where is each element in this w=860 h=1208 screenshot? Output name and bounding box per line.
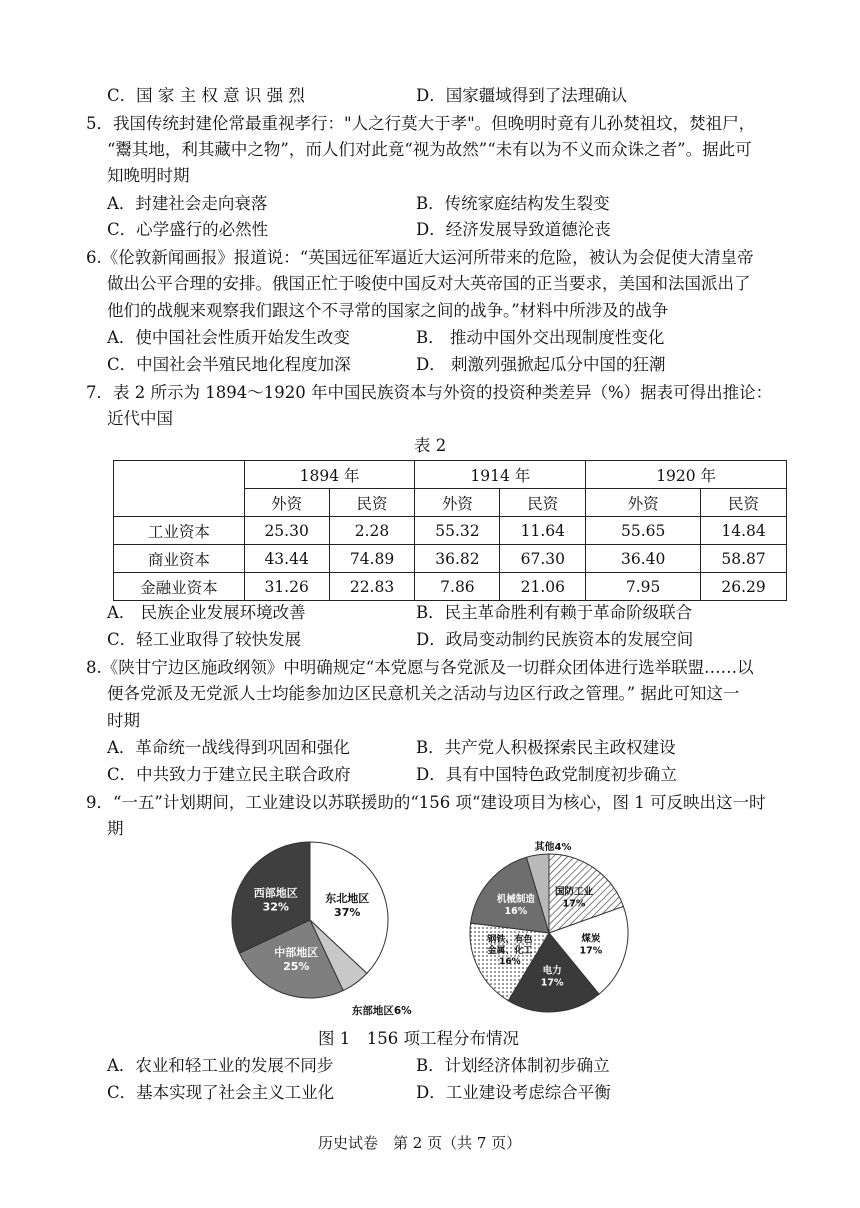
slice-percent: 东部地区6% — [351, 1005, 412, 1017]
q5-option-b: B．传统家庭结构发生裂变 — [416, 194, 610, 213]
sub-header: 外资 — [244, 489, 329, 517]
sub-header: 民资 — [500, 489, 586, 517]
year-1914: 1914 年 — [415, 461, 586, 489]
q5-stem-line1: 5．我国传统封建伦常最重视孝行："人之行莫大于孝"。但晚明时竟有儿孙焚祖坟，焚祖尸， — [86, 114, 756, 133]
q7-option-b: B．民主革命胜利有赖于革命阶级联合 — [416, 603, 693, 622]
slice-name: 中部地区 — [274, 946, 319, 960]
figure-caption: 图 1 156 项工程分布情况 — [318, 1029, 519, 1048]
q8-stem-line2: 便各党派及无党派人士均能参加边区民意机关之活动与边区行政之管理。” 据此可知这一 — [107, 684, 740, 703]
investment-table — [113, 460, 787, 601]
q5-stem-line2: “鬻其地，利其藏中之物”，而人们对此竟“视为故然”“未有以为不义而众诛之者”。据此可 — [107, 140, 752, 159]
q5-option-c: C．心学盛行的必然性 — [107, 220, 269, 239]
figure-156-projects — [225, 838, 645, 1030]
table-cell: 31.26 — [244, 573, 329, 601]
table-cell: 43.44 — [244, 545, 329, 573]
q8-option-b: B．共产党人积极探索民主政权建设 — [416, 738, 676, 757]
sub-header: 外资 — [586, 489, 701, 517]
row-label: 工业资本 — [114, 517, 245, 545]
q9-stem-line1: 9．“一五”计划期间，工业建设以苏联援助的“156 项“建设项目为核心，图 1 可反映出这一时 — [86, 793, 766, 812]
q7-stem-line1: 7．表 2 所示为 1894～1920 年中国民族资本与外资的投资种类差异（%）据表可得出推论： — [86, 383, 773, 402]
q9-option-d: D．工业建设考虑综合平衡 — [416, 1083, 611, 1102]
slice-percent: 17% — [562, 898, 586, 910]
table-cell: 21.06 — [500, 573, 586, 601]
q8-stem-line1: 8.《陕甘宁边区施政纲领》中明确规定“本党愿与各党派及一切群众团体进行选举联盟……以 — [86, 658, 754, 677]
q5-option-a: A．封建社会走向衰落 — [107, 194, 268, 213]
table-cell: 7.95 — [586, 573, 701, 601]
slice-percent: 32% — [262, 900, 289, 914]
q6-stem-line1: 6.《伦敦新闻画报》报道说：“英国远征军逼近大运河所带来的危险，被认为会促使大清皇帝 — [86, 248, 754, 267]
q7-stem-line2: 近代中国 — [107, 409, 173, 428]
slice-percent: 16% — [499, 956, 521, 967]
table-cell: 7.86 — [415, 573, 500, 601]
q4-option-c: C．国 家 主 权 意 识 强 烈 — [107, 86, 305, 105]
q5-stem-line3: 知晚明时期 — [107, 166, 190, 185]
table-cell: 55.32 — [415, 517, 500, 545]
row-label: 金融业资本 — [114, 573, 245, 601]
q6-option-d: D． 刺激列强掀起瓜分中国的狂潮 — [416, 355, 666, 374]
slice-percent: 16% — [504, 905, 528, 917]
pie-industry — [470, 840, 628, 1012]
q4-option-d: D．国家疆域得到了法理确认 — [416, 86, 628, 105]
q9-stem-line2: 期 — [107, 819, 124, 838]
q6-option-c: C．中国社会半殖民地化程度加深 — [107, 355, 351, 374]
table-cell: 36.40 — [586, 545, 701, 573]
q8-option-c: C．中共致力于建立民主联合政府 — [107, 765, 351, 784]
page-footer: 历史试卷 第 2 页（共 7 页） — [318, 1134, 522, 1152]
table-cell: 74.89 — [329, 545, 415, 573]
table-corner — [114, 461, 245, 517]
table-cell: 11.64 — [500, 517, 586, 545]
q9-option-a: A．农业和轻工业的发展不同步 — [107, 1056, 334, 1075]
slice-name: 西部地区 — [253, 886, 298, 900]
q8-stem-line3: 时期 — [107, 711, 140, 730]
sub-header: 外资 — [415, 489, 500, 517]
q8-option-a: A．革命统一战线得到巩固和强化 — [107, 738, 350, 757]
slice-percent: 其他4% — [534, 842, 572, 853]
pie-region — [232, 842, 412, 1017]
q9-option-b: B．计划经济体制初步确立 — [416, 1056, 610, 1075]
slice-name: 钢铁、有色 — [487, 934, 533, 945]
slice-name: 电力 — [542, 965, 562, 977]
q6-option-b: B． 推动中国外交出现制度性变化 — [416, 328, 665, 347]
q9-option-c: C．基本实现了社会主义工业化 — [107, 1083, 335, 1102]
table-cell: 2.28 — [329, 517, 415, 545]
sub-header: 民资 — [329, 489, 415, 517]
table-cell: 55.65 — [586, 517, 701, 545]
slice-name: 煤炭 — [581, 933, 601, 945]
slice-percent: 25% — [283, 960, 310, 974]
q7-option-a: A． 民族企业发展环境改善 — [107, 603, 306, 622]
slice-percent: 17% — [540, 977, 564, 989]
table-cell: 36.82 — [415, 545, 500, 573]
table-cell: 14.84 — [701, 517, 787, 545]
table-row — [114, 517, 787, 545]
row-label: 商业资本 — [114, 545, 245, 573]
slice-percent: 17% — [579, 945, 603, 957]
table-cell: 22.83 — [329, 573, 415, 601]
table-cell: 26.29 — [701, 573, 787, 601]
slice-name: 金属、化工 — [487, 945, 533, 956]
table-cell: 58.87 — [701, 545, 787, 573]
table-row — [114, 573, 787, 601]
slice-name: 东北地区 — [325, 891, 370, 905]
q6-stem-line2: 做出公平合理的安排。俄国正忙于唆使中国反对大英帝国的正当要求，美国和法国派出了 — [107, 274, 751, 293]
q6-stem-line3: 他们的战舰来观察我们跟这个不寻常的国家之间的战争。”材料中所涉及的战争 — [107, 301, 669, 320]
year-1920: 1920 年 — [586, 461, 787, 489]
q5-option-d: D．经济发展导致道德沦丧 — [416, 220, 611, 239]
table-cell: 25.30 — [244, 517, 329, 545]
q6-option-a: A．使中国社会性质开始发生改变 — [107, 328, 350, 347]
sub-header: 民资 — [701, 489, 787, 517]
q7-option-d: D．政局变动制约民族资本的发展空间 — [416, 630, 694, 649]
q7-option-c: C．轻工业取得了较快发展 — [107, 630, 302, 649]
slice-percent: 37% — [334, 905, 361, 919]
q8-option-d: D．具有中国特色政党制度初步确立 — [416, 765, 677, 784]
table-cell: 67.30 — [500, 545, 586, 573]
table-row — [114, 545, 787, 573]
year-1894: 1894 年 — [244, 461, 415, 489]
slice-name: 国防工业 — [555, 886, 594, 898]
table-header-years — [114, 461, 787, 489]
slice-name: 机械制造 — [496, 893, 535, 905]
table-caption: 表 2 — [414, 436, 447, 455]
